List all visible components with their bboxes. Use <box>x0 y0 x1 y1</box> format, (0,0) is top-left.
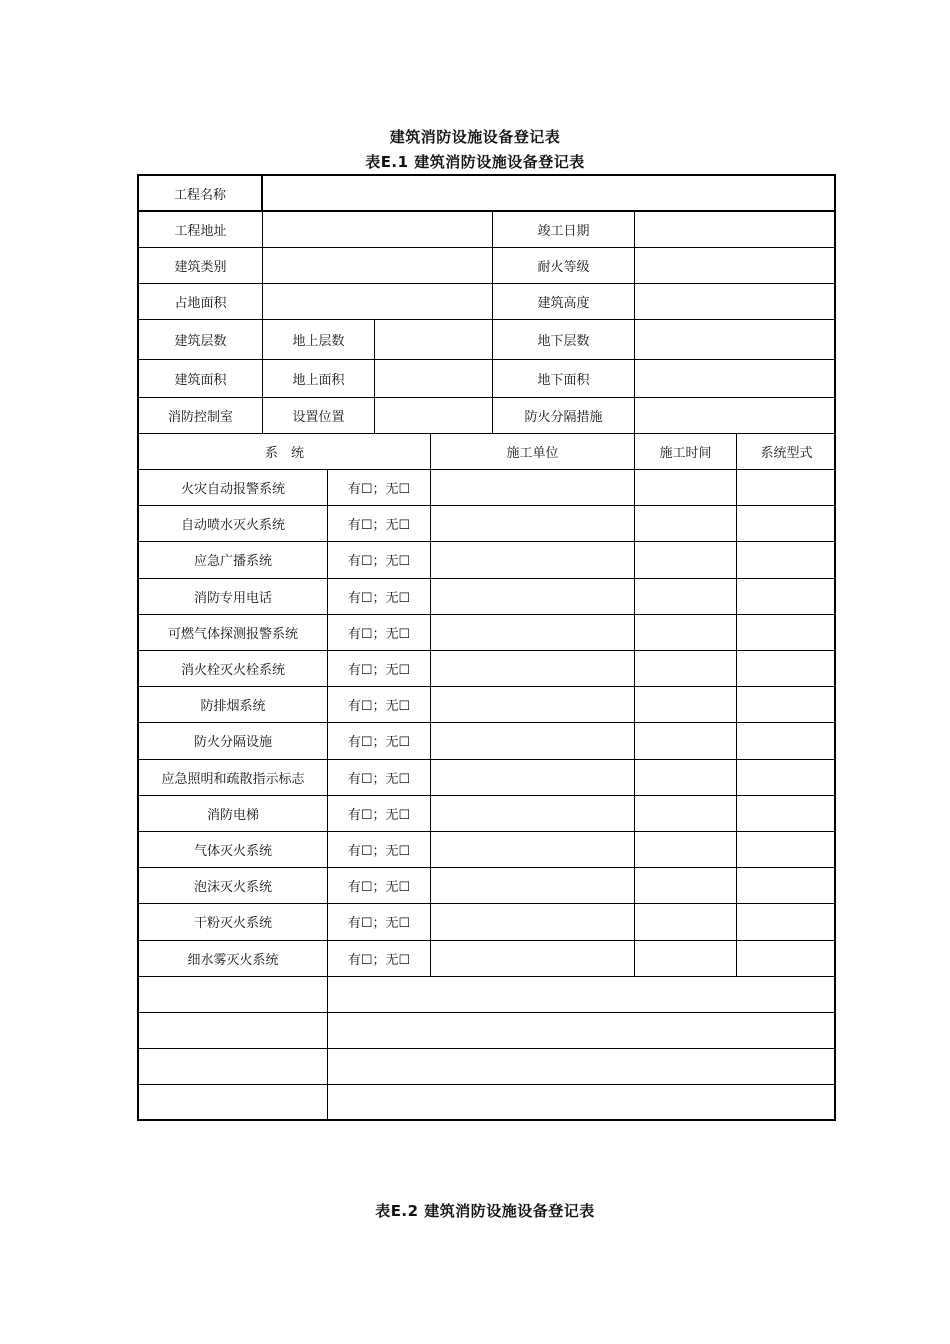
system-model-field[interactable] <box>737 941 836 977</box>
presence-checkbox[interactable]: 有☐；无☐ <box>328 760 431 796</box>
completion-date-label: 竣工日期 <box>493 212 635 248</box>
construction-time-field[interactable] <box>635 651 737 687</box>
contractor-field[interactable] <box>431 796 635 832</box>
fire-rating-field[interactable] <box>635 248 836 284</box>
table-e1-caption: 表E.1 建筑消防设施设备登记表 <box>365 153 585 171</box>
presence-checkbox[interactable]: 有☐；无☐ <box>328 542 431 578</box>
building-category-field[interactable] <box>263 248 493 284</box>
blank-row-label[interactable] <box>139 1013 328 1049</box>
system-model-field[interactable] <box>737 579 836 615</box>
blank-row-label[interactable] <box>139 1049 328 1085</box>
blank-row-label[interactable] <box>139 977 328 1013</box>
area-below-label: 地下面积 <box>493 360 635 398</box>
system-name: 细水雾灭火系统 <box>139 941 328 977</box>
contractor-field[interactable] <box>431 868 635 904</box>
building-area-label: 建筑面积 <box>139 360 263 398</box>
system-model-field[interactable] <box>737 470 836 506</box>
construction-time-field[interactable] <box>635 542 737 578</box>
system-model-field[interactable] <box>737 868 836 904</box>
presence-checkbox[interactable]: 有☐；无☐ <box>328 868 431 904</box>
construction-time-field[interactable] <box>635 760 737 796</box>
system-header: 系 统 <box>139 434 431 470</box>
contractor-field[interactable] <box>431 542 635 578</box>
system-model-field[interactable] <box>737 542 836 578</box>
construction-time-field[interactable] <box>635 941 737 977</box>
floors-above-label: 地上层数 <box>263 320 375 360</box>
construction-time-field[interactable] <box>635 868 737 904</box>
system-name: 干粉灭火系统 <box>139 904 328 940</box>
presence-checkbox[interactable]: 有☐；无☐ <box>328 941 431 977</box>
land-area-field[interactable] <box>263 284 493 320</box>
completion-date-field[interactable] <box>635 212 836 248</box>
project-name-label: 工程名称 <box>139 176 263 212</box>
construction-time-field[interactable] <box>635 506 737 542</box>
building-height-label: 建筑高度 <box>493 284 635 320</box>
presence-checkbox[interactable]: 有☐；无☐ <box>328 506 431 542</box>
system-name: 消防电梯 <box>139 796 328 832</box>
system-model-field[interactable] <box>737 615 836 651</box>
location-field[interactable] <box>375 398 493 434</box>
contractor-field[interactable] <box>431 687 635 723</box>
construction-time-field[interactable] <box>635 470 737 506</box>
system-name: 应急广播系统 <box>139 542 328 578</box>
system-model-field[interactable] <box>737 832 836 868</box>
system-model-field[interactable] <box>737 760 836 796</box>
construction-time-field[interactable] <box>635 796 737 832</box>
control-room-label: 消防控制室 <box>139 398 263 434</box>
blank-row-label[interactable] <box>139 1085 328 1121</box>
floors-below-field[interactable] <box>635 320 836 360</box>
system-name: 应急照明和疏散指示标志 <box>139 760 328 796</box>
system-name: 防火分隔设施 <box>139 723 328 759</box>
contractor-field[interactable] <box>431 941 635 977</box>
blank-row-field[interactable] <box>328 1049 836 1085</box>
system-model-field[interactable] <box>737 796 836 832</box>
construction-time-field[interactable] <box>635 723 737 759</box>
location-label: 设置位置 <box>263 398 375 434</box>
blank-row-field[interactable] <box>328 977 836 1013</box>
presence-checkbox[interactable]: 有☐；无☐ <box>328 832 431 868</box>
area-above-label: 地上面积 <box>263 360 375 398</box>
system-name: 火灾自动报警系统 <box>139 470 328 506</box>
presence-checkbox[interactable]: 有☐；无☐ <box>328 723 431 759</box>
blank-row-field[interactable] <box>328 1013 836 1049</box>
system-model-field[interactable] <box>737 904 836 940</box>
fire-separation-label: 防火分隔措施 <box>493 398 635 434</box>
system-name: 自动喷水灭火系统 <box>139 506 328 542</box>
page-heading: 建筑消防设施设备登记表 <box>389 128 561 146</box>
project-name-field[interactable] <box>263 176 836 212</box>
building-height-field[interactable] <box>635 284 836 320</box>
registration-table <box>137 174 836 1121</box>
contractor-field[interactable] <box>431 470 635 506</box>
building-category-label: 建筑类别 <box>139 248 263 284</box>
contractor-field[interactable] <box>431 832 635 868</box>
system-name: 防排烟系统 <box>139 687 328 723</box>
system-name: 泡沫灭火系统 <box>139 868 328 904</box>
floors-above-field[interactable] <box>375 320 493 360</box>
table-e2-caption: 表E.2 建筑消防设施设备登记表 <box>375 1202 595 1220</box>
blank-row-field[interactable] <box>328 1085 836 1121</box>
system-model-header: 系统型式 <box>737 434 836 470</box>
fire-rating-label: 耐火等级 <box>493 248 635 284</box>
contractor-field[interactable] <box>431 579 635 615</box>
construction-time-field[interactable] <box>635 904 737 940</box>
project-address-field[interactable] <box>263 212 493 248</box>
construction-time-field[interactable] <box>635 687 737 723</box>
contractor-field[interactable] <box>431 760 635 796</box>
project-address-label: 工程地址 <box>139 212 263 248</box>
presence-checkbox[interactable]: 有☐；无☐ <box>328 687 431 723</box>
contractor-field[interactable] <box>431 651 635 687</box>
construction-time-field[interactable] <box>635 579 737 615</box>
system-name: 可燃气体探测报警系统 <box>139 615 328 651</box>
contractor-field[interactable] <box>431 723 635 759</box>
presence-checkbox[interactable]: 有☐；无☐ <box>328 470 431 506</box>
system-name: 消防专用电话 <box>139 579 328 615</box>
contractor-field[interactable] <box>431 904 635 940</box>
presence-checkbox[interactable]: 有☐；无☐ <box>328 615 431 651</box>
system-model-field[interactable] <box>737 687 836 723</box>
area-below-field[interactable] <box>635 360 836 398</box>
construction-time-header: 施工时间 <box>635 434 737 470</box>
contractor-field[interactable] <box>431 615 635 651</box>
fire-separation-field[interactable] <box>635 398 836 434</box>
system-name: 气体灭火系统 <box>139 832 328 868</box>
contractor-header: 施工单位 <box>431 434 635 470</box>
floors-below-label: 地下层数 <box>493 320 635 360</box>
construction-time-field[interactable] <box>635 615 737 651</box>
floors-label: 建筑层数 <box>139 320 263 360</box>
presence-checkbox[interactable]: 有☐；无☐ <box>328 904 431 940</box>
presence-checkbox[interactable]: 有☐；无☐ <box>328 651 431 687</box>
system-model-field[interactable] <box>737 723 836 759</box>
land-area-label: 占地面积 <box>139 284 263 320</box>
system-model-field[interactable] <box>737 506 836 542</box>
presence-checkbox[interactable]: 有☐；无☐ <box>328 579 431 615</box>
presence-checkbox[interactable]: 有☐；无☐ <box>328 796 431 832</box>
area-above-field[interactable] <box>375 360 493 398</box>
system-model-field[interactable] <box>737 651 836 687</box>
system-name: 消火栓灭火栓系统 <box>139 651 328 687</box>
construction-time-field[interactable] <box>635 832 737 868</box>
contractor-field[interactable] <box>431 506 635 542</box>
